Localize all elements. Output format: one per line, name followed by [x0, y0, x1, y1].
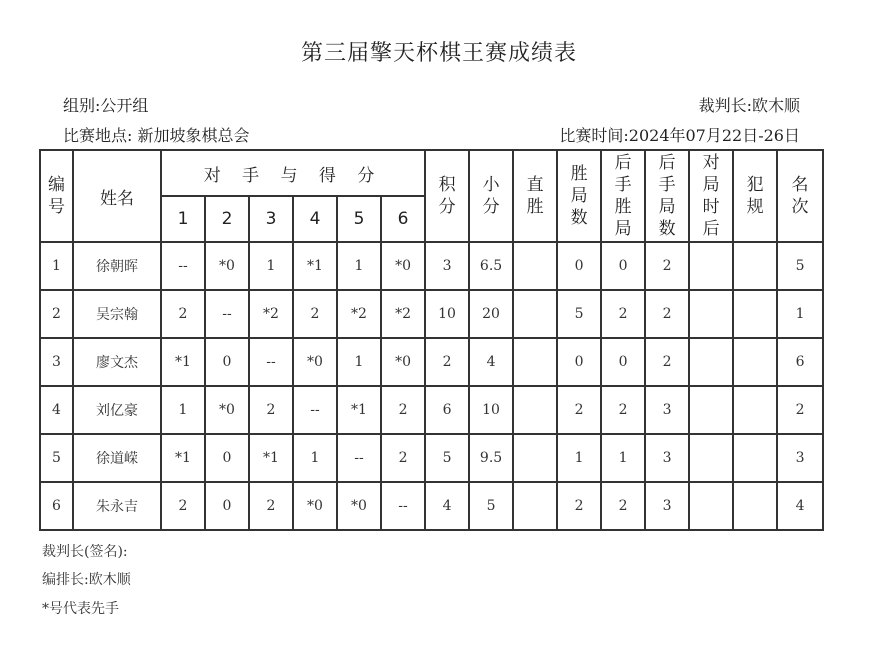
cell-score: *0 [293, 338, 337, 386]
cell-wins: 0 [557, 338, 601, 386]
cell-score: -- [205, 290, 249, 338]
cell-second-vs [689, 482, 733, 530]
cell-score: *1 [161, 434, 205, 482]
cell-score: 1 [337, 338, 381, 386]
cell-wins: 2 [557, 482, 601, 530]
cell-second-wins: 2 [601, 386, 645, 434]
referee-signature-label: 裁判长(签名): [42, 544, 128, 560]
cell-second-wins: 2 [601, 290, 645, 338]
header-opp-5: 5 [337, 196, 381, 242]
cell-wins: 5 [557, 290, 601, 338]
cell-small: 20 [469, 290, 513, 338]
cell-score: 2 [381, 434, 425, 482]
cell-score: *0 [381, 242, 425, 290]
cell-score: *2 [337, 290, 381, 338]
cell-wins: 0 [557, 242, 601, 290]
date-label: 比赛时间:2024年07月22日-26日 [559, 126, 800, 145]
cell-second-vs [689, 338, 733, 386]
cell-name: 吴宗翰 [73, 290, 161, 338]
venue-label: 比赛地点: 新加坡象棋总会 [63, 126, 250, 145]
cell-score: 1 [337, 242, 381, 290]
cell-second-wins: 1 [601, 434, 645, 482]
header-opp-6: 6 [381, 196, 425, 242]
cell-fouls [733, 434, 777, 482]
cell-score: 0 [205, 434, 249, 482]
cell-second-games: 3 [645, 386, 689, 434]
arranger-label: 编排长:欧木顺 [42, 572, 131, 588]
header-fouls: 犯规 [733, 150, 777, 242]
table-row [40, 242, 823, 290]
cell-second-wins: 0 [601, 242, 645, 290]
header-opp-1: 1 [161, 196, 205, 242]
cell-wins: 1 [557, 434, 601, 482]
cell-second-vs [689, 434, 733, 482]
cell-score: 0 [205, 482, 249, 530]
cell-score: *2 [381, 290, 425, 338]
cell-points: 10 [425, 290, 469, 338]
cell-fouls [733, 482, 777, 530]
cell-no: 4 [40, 386, 73, 434]
cell-score: 1 [293, 434, 337, 482]
table-row [40, 338, 823, 386]
cell-no: 6 [40, 482, 73, 530]
cell-second-games: 2 [645, 338, 689, 386]
cell-rank: 3 [777, 434, 823, 482]
table-row [40, 434, 823, 482]
header-direct: 直胜 [513, 150, 557, 242]
cell-score: *1 [161, 338, 205, 386]
header-opp-3: 3 [249, 196, 293, 242]
cell-second-wins: 2 [601, 482, 645, 530]
cell-score: -- [249, 338, 293, 386]
cell-score: 1 [249, 242, 293, 290]
cell-points: 6 [425, 386, 469, 434]
cell-wins: 2 [557, 386, 601, 434]
cell-no: 1 [40, 242, 73, 290]
header-wins: 胜局数 [557, 150, 601, 242]
cell-score: -- [293, 386, 337, 434]
results-table [39, 149, 824, 531]
header-opponents: 对 手 与 得 分 [161, 150, 425, 196]
cell-small: 4 [469, 338, 513, 386]
cell-fouls [733, 290, 777, 338]
cell-second-vs [689, 242, 733, 290]
group-label: 组别:公开组 [63, 96, 149, 115]
chief-referee-label: 裁判长:欧木顺 [698, 96, 800, 115]
table-row [40, 482, 823, 530]
cell-name: 朱永吉 [73, 482, 161, 530]
cell-score: 0 [205, 338, 249, 386]
cell-score: *0 [381, 338, 425, 386]
cell-direct [513, 242, 557, 290]
cell-name: 徐朝晖 [73, 242, 161, 290]
cell-score: -- [161, 242, 205, 290]
cell-score: *1 [249, 434, 293, 482]
table-row [40, 290, 823, 338]
cell-second-games: 3 [645, 434, 689, 482]
cell-direct [513, 290, 557, 338]
cell-score: -- [381, 482, 425, 530]
cell-no: 2 [40, 290, 73, 338]
cell-direct [513, 338, 557, 386]
cell-score: 2 [249, 386, 293, 434]
cell-small: 9.5 [469, 434, 513, 482]
first-move-note: *号代表先手 [42, 601, 119, 617]
cell-rank: 1 [777, 290, 823, 338]
cell-no: 5 [40, 434, 73, 482]
cell-score: *2 [249, 290, 293, 338]
cell-small: 5 [469, 482, 513, 530]
header-name: 姓名 [73, 150, 161, 242]
page-title: 第三届擎天杯棋王赛成绩表 [300, 41, 577, 66]
table-row [40, 386, 823, 434]
cell-second-games: 3 [645, 482, 689, 530]
cell-score: 2 [249, 482, 293, 530]
cell-small: 10 [469, 386, 513, 434]
cell-direct [513, 434, 557, 482]
cell-score: *0 [293, 482, 337, 530]
cell-second-vs [689, 290, 733, 338]
header-second-wins: 后手胜局 [601, 150, 645, 242]
cell-score: *0 [337, 482, 381, 530]
cell-points: 3 [425, 242, 469, 290]
cell-score: 2 [381, 386, 425, 434]
header-opp-2: 2 [205, 196, 249, 242]
cell-score: 2 [161, 290, 205, 338]
cell-name: 廖文杰 [73, 338, 161, 386]
cell-direct [513, 482, 557, 530]
cell-points: 2 [425, 338, 469, 386]
cell-second-games: 2 [645, 290, 689, 338]
cell-fouls [733, 338, 777, 386]
cell-direct [513, 386, 557, 434]
cell-score: *0 [205, 242, 249, 290]
header-small-points: 小分 [469, 150, 513, 242]
header-second-games: 后手局数 [645, 150, 689, 242]
cell-rank: 2 [777, 386, 823, 434]
cell-score: 1 [161, 386, 205, 434]
cell-rank: 4 [777, 482, 823, 530]
cell-score: *0 [205, 386, 249, 434]
header-opp-4: 4 [293, 196, 337, 242]
cell-no: 3 [40, 338, 73, 386]
cell-small: 6.5 [469, 242, 513, 290]
cell-rank: 5 [777, 242, 823, 290]
cell-score: -- [337, 434, 381, 482]
cell-score: *1 [293, 242, 337, 290]
cell-name: 徐道嵘 [73, 434, 161, 482]
cell-name: 刘亿豪 [73, 386, 161, 434]
cell-fouls [733, 386, 777, 434]
cell-points: 5 [425, 434, 469, 482]
cell-second-games: 2 [645, 242, 689, 290]
cell-fouls [733, 242, 777, 290]
cell-score: 2 [293, 290, 337, 338]
header-points: 积分 [425, 150, 469, 242]
cell-second-wins: 0 [601, 338, 645, 386]
cell-score: *1 [337, 386, 381, 434]
header-second-vs: 对局时后 [689, 150, 733, 242]
cell-second-vs [689, 386, 733, 434]
header-no: 编号 [40, 150, 73, 242]
cell-rank: 6 [777, 338, 823, 386]
header-rank: 名次 [777, 150, 823, 242]
cell-points: 4 [425, 482, 469, 530]
cell-score: 2 [161, 482, 205, 530]
